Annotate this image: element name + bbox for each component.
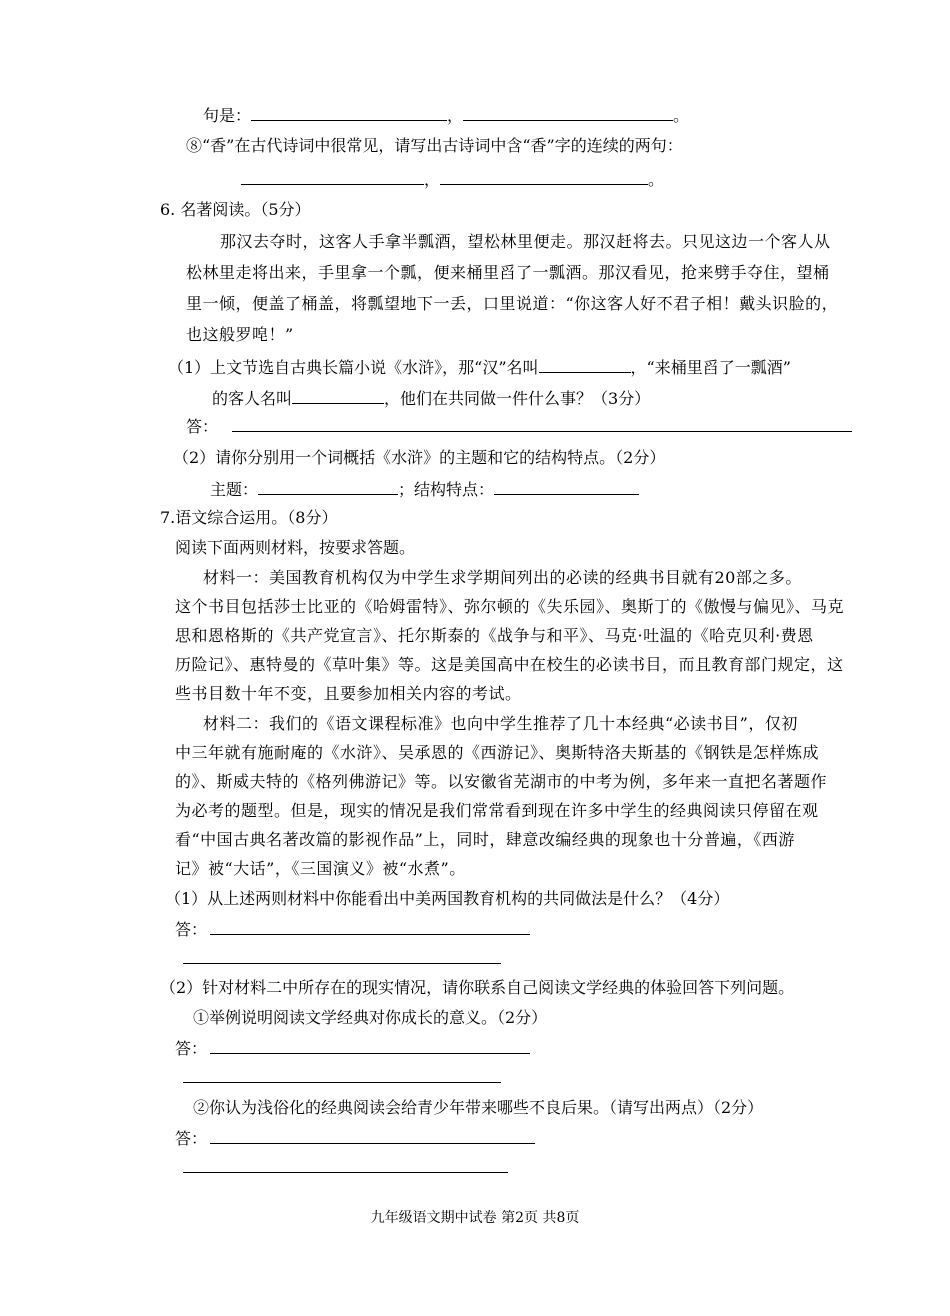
q6-sub2: （2）请你分别用一个词概括《水浒》的主题和它的结构特点。（2分） [173, 448, 666, 467]
q7-sub2-1-answer-label: 答： [175, 1039, 208, 1058]
q7-sub2-1: ①举例说明阅读文学经典对你成长的意义。（2分） [193, 1008, 548, 1027]
q6-passage-line: 那汉去夺时，这客人手拿半瓢酒，望松林里便走。那汉赶将去。只见这边一个客人从 [220, 232, 831, 251]
q7-sub2-2: ②你认为浅俗化的经典阅读会给青少年带来哪些不良后果。（请写出两点）（2分） [193, 1098, 764, 1117]
answer-blank[interactable] [241, 166, 424, 185]
q7-material2-line: 记》被“大话”，《三国演义》被“水煮”。 [175, 859, 466, 878]
q5-answer-line-7: 句是： ， 。 [203, 102, 689, 128]
q6-heading: 6. 名著阅读。（5分） [160, 200, 311, 219]
q6-passage-line: 松林里走将出来，手里拿一个瓢，便来桶里舀了一瓢酒。那汉看见，抢来劈手夺住，望桶 [186, 263, 830, 282]
q5-answer-line-8: ， 。 [241, 166, 664, 192]
structure-blank[interactable] [494, 476, 639, 495]
q7-material2-line: 为必考的题型。但是，现实的情况是我们常常看到现在许多中学生的经典阅读只停留在观 [175, 801, 819, 820]
answer-blank[interactable] [463, 102, 673, 121]
guest-name-blank[interactable] [292, 385, 384, 404]
q7-sub2: （2）针对材料二中所存在的现实情况，请你联系自己阅读文学经典的体验回答下列问题。 [160, 978, 795, 997]
q7-sub2-2-answer-line[interactable] [210, 1143, 535, 1144]
answer-blank[interactable] [440, 166, 648, 185]
q6-answer-label: 答： [186, 417, 219, 436]
q6-passage-line: 也这般罗唣！” [186, 325, 294, 344]
q7-sub2-2-answer-line[interactable] [183, 1172, 508, 1173]
q7-material2-line: 的》、斯威夫特的《格列佛游记》等。以安徽省芜湖市的中考为例，多年来一直把名著题作 [175, 772, 828, 791]
theme-blank[interactable] [258, 476, 398, 495]
q7-sub2-1-answer-line[interactable] [183, 1082, 501, 1083]
q7-sub2-2-answer-label: 答： [175, 1129, 208, 1148]
q5-item-8: ⑧“香”在古代诗词中很常见，请写出古诗词中含“香”字的连续的两句： [186, 136, 683, 155]
q6-sub2-answer: 主题： ；结构特点： [210, 476, 639, 502]
q7-intro: 阅读下面两则材料，按要求答题。 [175, 538, 416, 557]
q6-answer-line[interactable] [232, 431, 852, 432]
q6-sub1-line2: 的客人名叫 ，他们在共同做一件什么事？（3分） [212, 385, 650, 411]
hero-name-blank[interactable] [539, 354, 631, 373]
q7-sub1-answer-line[interactable] [183, 963, 501, 964]
q7-sub1: （1）从上述两则材料中你能看出中美两国教育机构的共同做法是什么？（4分） [165, 889, 730, 908]
q7-material1-line: 这个书目包括莎士比亚的《哈姆雷特》、弥尔顿的《失乐园》、奥斯丁的《傲慢与偏见》、马克 [175, 597, 845, 616]
q6-sub1-line1: （1）上文节选自古典长篇小说《水浒》，那“汉”名叫 ，“来桶里舀了一瓢酒” [168, 354, 791, 380]
q7-material1-line: 历险记》、惠特曼的《草叶集》等。这是美国高中在校生的必读书目，而且教育部门规定，这 [175, 655, 844, 674]
q7-material1-line: 思和恩格斯的《共产党宣言》、托尔斯泰的《战争与和平》、马克·吐温的《哈克贝利·费恩 [175, 626, 814, 645]
q7-heading: 7.语文综合运用。（8分） [160, 508, 338, 527]
q7-material2-line: 看“中国古典名著改篇的影视作品”上，同时，肆意改编经典的现象也十分普遍，《西游 [175, 830, 795, 849]
q7-sub1-answer-label: 答： [175, 920, 208, 939]
q7-sub1-answer-line[interactable] [210, 934, 530, 935]
q7-material1-line: 材料一：美国教育机构仅为中学生求学期间列出的必读的经典书目就有20部之多。 [203, 568, 802, 587]
q6-passage-line: 里一倾，便盖了桶盖，将瓢望地下一丢，口里说道：“你这客人好不君子相！戴头识脸的， [186, 294, 839, 313]
page-footer: 九年级语文期中试卷 第2页 共8页 [370, 1210, 580, 1226]
q7-material1-line: 些书目数十年不变，且要参加相关内容的考试。 [175, 684, 522, 703]
q7-material2-line: 材料二：我们的《语文课程标准》也向中学生推荐了几十本经典“必读书目”，仅初 [203, 714, 798, 733]
q7-sub2-1-answer-line[interactable] [210, 1053, 530, 1054]
answer-blank[interactable] [251, 102, 447, 121]
q7-material2-line: 中三年就有施耐庵的《水浒》、吴承恩的《西游记》、奥斯特洛夫斯基的《钢铁是怎样炼成 [175, 743, 820, 762]
